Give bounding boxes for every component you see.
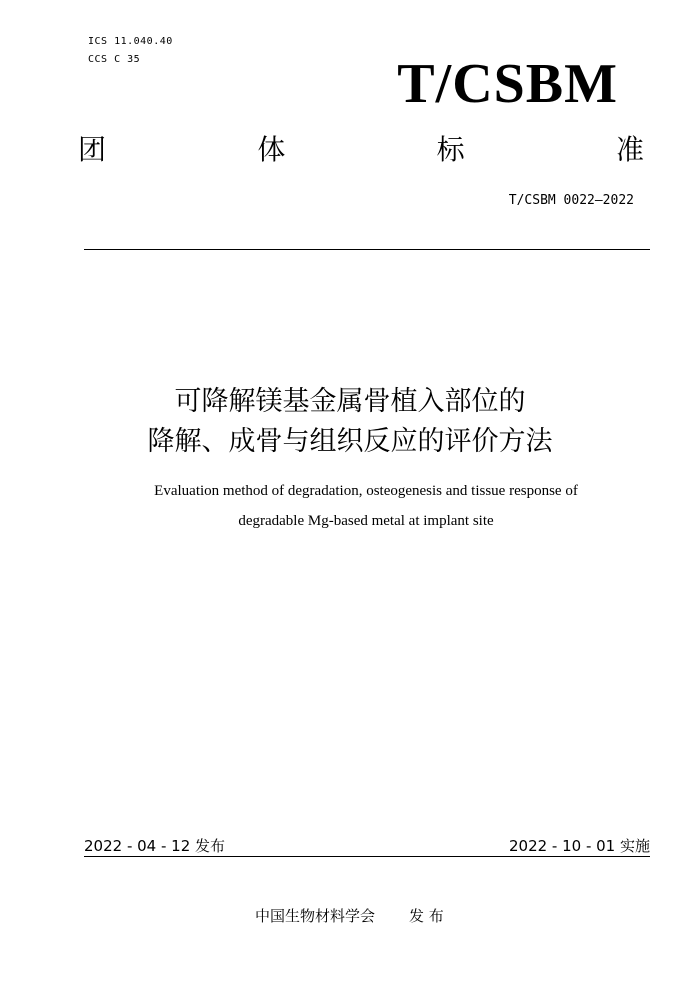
type-char: 标 xyxy=(436,133,465,166)
ics-code: ICS 11.040.40 xyxy=(88,36,173,47)
publisher-name: 中国生物材料学会 xyxy=(255,907,376,925)
type-char: 团 xyxy=(78,133,107,166)
english-title xyxy=(0,476,700,536)
chinese-title-line: 降解、成骨与组织反应的评价方法 xyxy=(147,426,553,457)
standard-number: T/CSBM 0022—2022 xyxy=(508,193,634,208)
top-divider xyxy=(84,249,650,250)
publish-label: 发 布 xyxy=(409,907,444,925)
standard-brand: T/CSBM xyxy=(397,53,618,115)
standard-type xyxy=(78,133,644,166)
implementation-date: 2022 - 10 - 01 实施 xyxy=(508,837,650,855)
bottom-divider xyxy=(84,856,650,857)
type-char: 体 xyxy=(257,133,286,166)
issue-date: 2022 - 04 - 12 发布 xyxy=(84,837,226,855)
english-title-line: Evaluation method of degradation, osteogenesis and tissue response of xyxy=(154,483,578,499)
chinese-title-line: 可降解镁基金属骨植入部位的 xyxy=(174,386,526,417)
english-title-line: degradable Mg-based metal at implant site xyxy=(238,513,494,529)
chinese-title xyxy=(0,382,700,462)
publisher-line xyxy=(255,905,444,926)
ccs-code: CCS C 35 xyxy=(88,54,141,65)
type-char: 准 xyxy=(615,133,644,166)
